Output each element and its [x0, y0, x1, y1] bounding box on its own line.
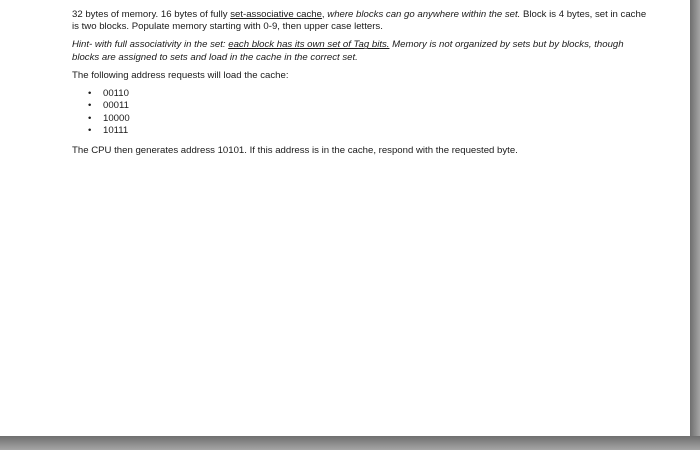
- statement-text-2: ,: [321, 9, 328, 20]
- address-value: 10000: [103, 112, 130, 124]
- hint-underlined: each block has its own set of Tag bits.: [228, 39, 390, 51]
- bullet: •: [88, 88, 92, 100]
- address-value: 10111: [103, 125, 129, 137]
- hint-text-1: Hint- with full associativity in the set:: [72, 39, 229, 51]
- statement-text-3: Block is 4 bytes, set in cache is two blocks. Populate memory starting with 0-9, then upper case letters.: [72, 9, 647, 33]
- bullet: •: [88, 125, 92, 137]
- hint-text-2: Memory is not organized by sets but by blocks, though blocks are assigned to sets and load in the cache in the correct set.: [72, 39, 624, 63]
- address-value: 00110: [103, 88, 129, 100]
- list-item: [72, 125, 647, 137]
- cpu-request-paragraph: The CPU then generates address 10101. If this address is in the cache, respond with the requested byte.: [72, 144, 518, 156]
- address-intro: The following address requests will load the cache:: [72, 69, 289, 81]
- bullet: •: [88, 112, 92, 124]
- list-item: [72, 100, 647, 112]
- page-shadow-right: [690, 0, 700, 450]
- set-associative-cache-term: set-associative cache: [230, 9, 322, 20]
- bullet: •: [88, 100, 92, 112]
- list-item: [72, 88, 647, 100]
- statement-italic: where blocks can go anywhere within the set.: [327, 9, 521, 20]
- statement-text-1: 32 bytes of memory. 16 bytes of fully: [72, 9, 231, 20]
- page-shadow-bottom: [0, 436, 700, 450]
- list-item: [72, 113, 647, 125]
- address-value: 00011: [103, 100, 129, 112]
- address-list: [72, 88, 647, 138]
- hint-paragraph: [72, 39, 647, 63]
- document-content: [72, 9, 647, 157]
- problem-statement: [72, 9, 647, 33]
